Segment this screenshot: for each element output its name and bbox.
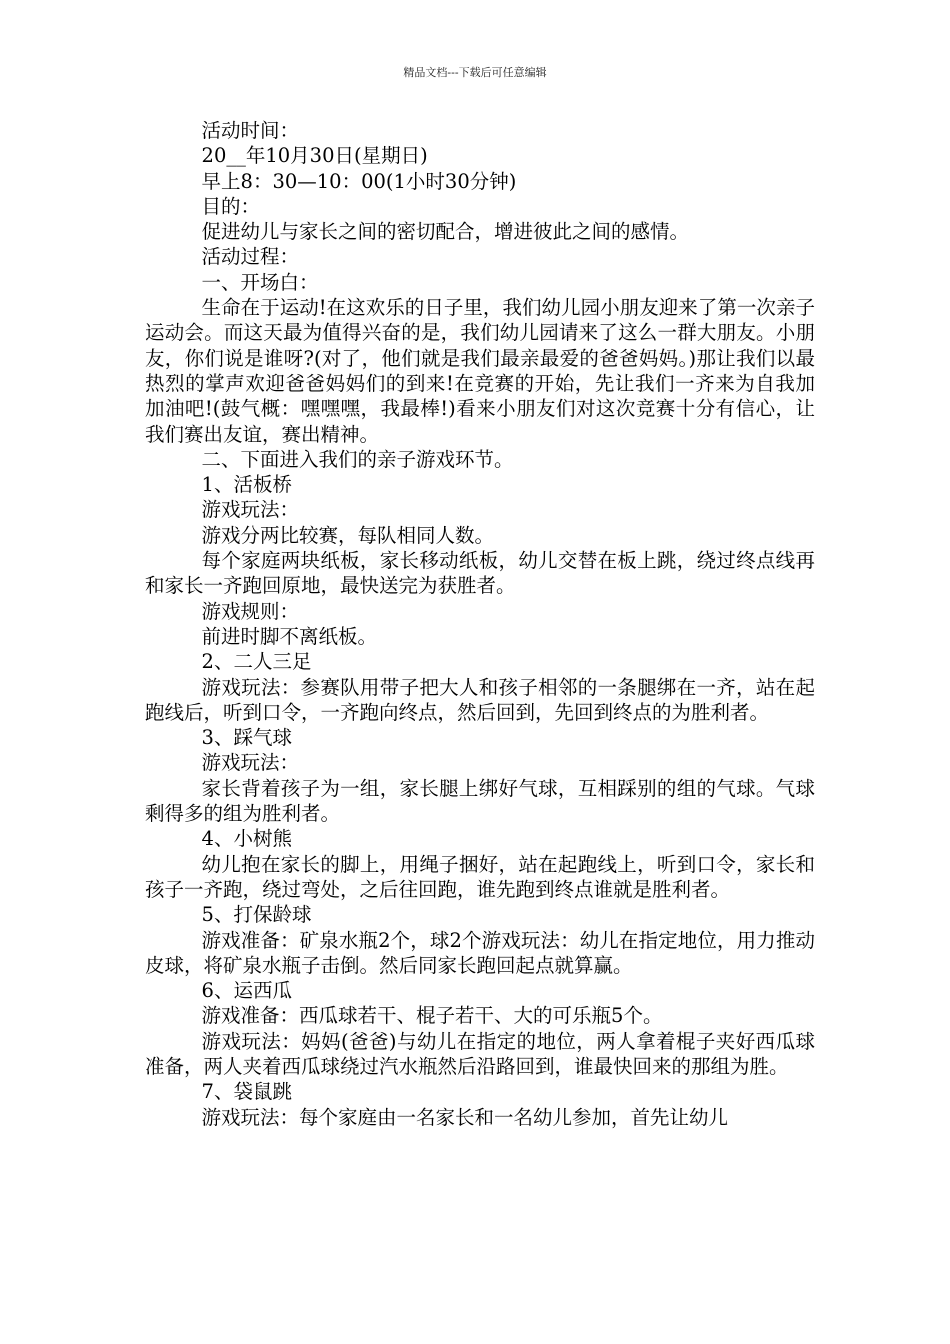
- paragraph: 7、袋鼠跳: [201, 1080, 292, 1104]
- paragraph: 4、小树熊: [201, 827, 292, 851]
- paragraph: 20__年10月30日(星期日): [201, 144, 428, 168]
- paragraph: 目的：: [201, 194, 261, 218]
- paragraph: 家长背着孩子为一组，家长腿上绑好气球，互相踩别的组的气球。气球剩得多的组为胜利者。: [145, 776, 815, 826]
- paragraph: 二、下面进入我们的亲子游戏环节。: [201, 447, 514, 471]
- paragraph: 3、踩气球: [201, 726, 292, 750]
- paragraph: 1、活板桥: [201, 473, 292, 497]
- paragraph: 2、二人三足: [201, 650, 312, 674]
- paragraph: 每个家庭两块纸板，家长移动纸板，幼儿交替在板上跳，绕过终点线再和家长一齐跑回原地，最快送完为获胜者。: [145, 549, 815, 598]
- paragraph: 游戏准备：西瓜球若干、棍子若干、大的可乐瓶5个。: [201, 1004, 663, 1028]
- paragraph: 游戏规则：: [201, 599, 300, 623]
- paragraph: 游戏准备：矿泉水瓶2个，球2个游戏玩法：幼儿在指定地位，用力推动皮球，将矿泉水瓶子击倒。然后同家长跑回起点就算赢。: [145, 928, 815, 977]
- paragraph: 前进时脚不离纸板。: [201, 624, 378, 648]
- paragraph: 游戏玩法：参赛队用带子把大人和孩子相邻的一条腿绑在一齐，站在起跑线后，听到口令，一齐跑向终点，然后回到，先回到终点的为胜利者。: [145, 675, 815, 724]
- paragraph: 游戏玩法：每个家庭由一名家长和一名幼儿参加，首先让幼儿: [201, 1105, 729, 1129]
- paragraph: 早上8：30—10：00(1小时30分钟): [201, 169, 517, 193]
- document-body: [145, 118, 815, 1130]
- paragraph: 幼儿抱在家长的脚上，用绳子捆好，站在起跑线上，听到口令，家长和孩子一齐跑，绕过弯处，之后往回跑，谁先跑到终点谁就是胜利者。: [145, 852, 815, 901]
- paragraph: 游戏分两比较赛，每队相同人数。: [201, 523, 495, 547]
- paragraph: 生命在于运动!在这欢乐的日子里，我们幼儿园小朋友迎来了第一次亲子运动会。而这天最为值得兴奋的是，我们幼儿园请来了这么一群大朋友。小朋友，你们说是谁呀?(对了，他们就是我们最亲最爱的爸爸妈妈。)那让我们以最热烈的掌声欢迎爸爸妈妈们的到来!在竞赛的开始，先让我们一齐来为自我加加油吧!(鼓气概：嘿嘿嘿，我最棒!)看来小朋友们对这次竞赛十分有信心，让我们赛出友谊，赛出精神。: [145, 296, 815, 446]
- paragraph: 游戏玩法：: [201, 751, 300, 775]
- paragraph: 促进幼儿与家长之间的密切配合，增进彼此之间的感情。: [201, 220, 690, 244]
- paragraph: 游戏玩法：: [201, 498, 300, 522]
- paragraph: 6、运西瓜: [201, 979, 292, 1003]
- paragraph: 活动时间：: [201, 119, 300, 142]
- paragraph: 活动过程：: [201, 245, 300, 269]
- paragraph: 一、开场白：: [201, 270, 319, 294]
- page-header: 精品文档---下载后可任意编辑: [403, 66, 547, 79]
- paragraph: 5、打保龄球: [201, 903, 312, 927]
- paragraph: 游戏玩法：妈妈(爸爸)与幼儿在指定的地位，两人拿着棍子夹好西瓜球准备，两人夹着西瓜球绕过汽水瓶然后沿路回到，谁最快回来的那组为胜。: [145, 1029, 815, 1078]
